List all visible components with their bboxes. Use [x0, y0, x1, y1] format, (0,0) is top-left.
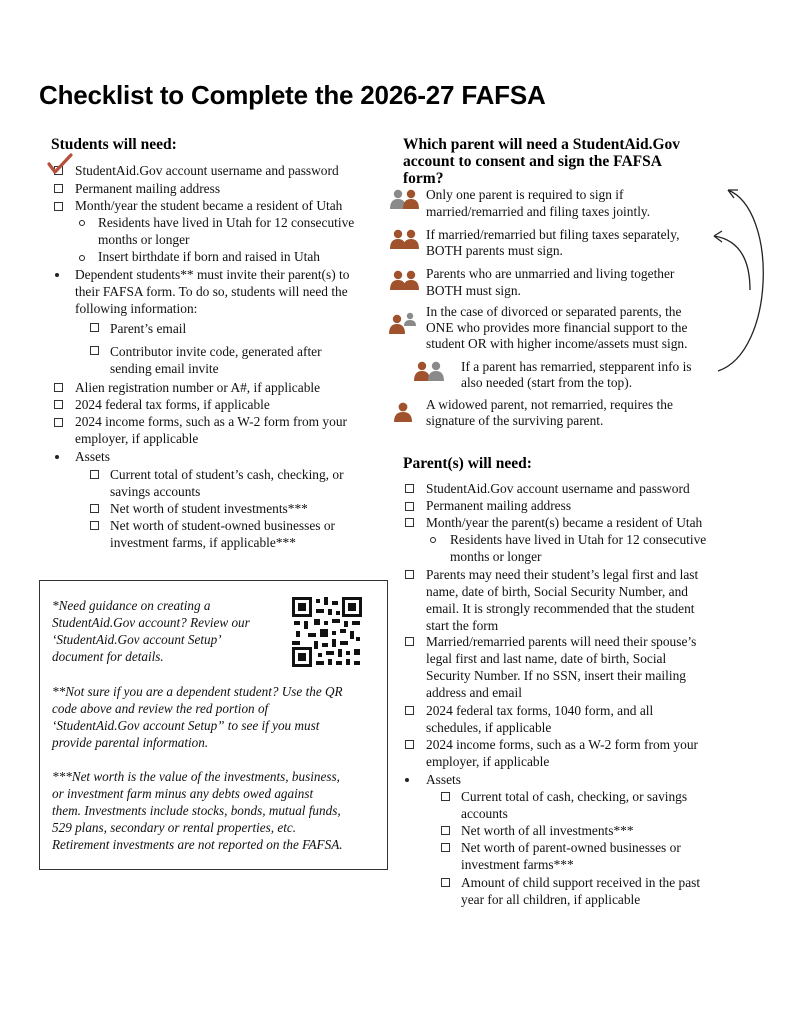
parent-item-tax-2: schedules, if applicable [426, 720, 552, 735]
parent-item-residency: Month/year the parent(s) became a resident of Utah [426, 515, 703, 530]
circle-bullet [79, 220, 85, 226]
checkbox[interactable] [441, 878, 450, 887]
which-parent-heading-2: account to consent and sign the FAFSA [403, 153, 662, 170]
parent-asset-child-support-1: Amount of child support received in the past [461, 875, 701, 890]
note1-line2: StudentAid.Gov account? Review our [52, 615, 250, 630]
parent-asset-cash-2: accounts [461, 806, 508, 821]
circle-bullet [79, 255, 85, 261]
student-item-income-1: 2024 income forms, such as a W-2 form from your [75, 414, 347, 429]
note1-line4: document for details. [52, 649, 164, 664]
student-asset-business-1: Net worth of student-owned businesses or [110, 518, 335, 533]
checkbox[interactable] [90, 470, 99, 479]
parents-divorced-icon [389, 312, 419, 334]
rule5-line2: also needed (start from the top). [461, 375, 633, 390]
student-item-income-2: employer, if applicable [75, 431, 199, 446]
note2-line2: code above and review the red portion of [52, 701, 269, 716]
student-parent-email: Parent’s email [110, 321, 187, 336]
bullet [55, 273, 59, 277]
student-assets-label: Assets [75, 449, 110, 464]
checkbox[interactable] [54, 383, 63, 392]
student-sub-residents-1: Residents have lived in Utah for 12 consecutive [98, 215, 355, 230]
checkbox[interactable] [441, 843, 450, 852]
parent-item-address: Permanent mailing address [426, 498, 572, 513]
checkbox[interactable] [405, 502, 414, 511]
parent-item-student-info-3: email. It is strongly recommended that the student [426, 601, 695, 616]
bullet [405, 778, 409, 782]
rule2-line1: If married/remarried but filing taxes separately, [426, 227, 680, 242]
student-item-tax: 2024 federal tax forms, if applicable [75, 397, 270, 412]
parent-sub-residents-2: months or longer [450, 549, 542, 564]
parent-item-student-info-4: start the form [426, 618, 499, 633]
student-item-residency: Month/year the student became a resident of Utah [75, 198, 343, 213]
checkbox[interactable] [405, 484, 414, 493]
checkbox[interactable] [54, 184, 63, 193]
parent-asset-investments: Net worth of all investments*** [461, 823, 634, 838]
checkbox[interactable] [90, 521, 99, 530]
rule1-line2: married/remarried and filing taxes jointly. [426, 204, 651, 219]
checkbox[interactable] [405, 518, 414, 527]
student-asset-cash-1: Current total of student’s cash, checking, or [110, 467, 344, 482]
which-parent-heading-3: form? [403, 170, 444, 187]
parent-item-spouse-2: legal first and last name, date of birth, Social [426, 651, 667, 666]
checkbox[interactable] [54, 202, 63, 211]
checkmark-icon [46, 153, 74, 177]
student-dependent-2: their FAFSA form. To do so, students will need the [75, 284, 348, 299]
student-asset-investments: Net worth of student investments*** [110, 501, 308, 516]
parent-item-tax-1: 2024 federal tax forms, 1040 form, and all [426, 703, 654, 718]
note3-line3: them. Investments include stocks, bonds, mutual funds, [52, 803, 341, 818]
student-invite-code-2: sending email invite [110, 361, 219, 376]
note1-line3: ‘StudentAid.Gov account Setup’ [52, 632, 222, 647]
checkbox[interactable] [405, 740, 414, 749]
checkbox[interactable] [441, 792, 450, 801]
rule5-line1: If a parent has remarried, stepparent info is [461, 359, 692, 374]
note3-line2: or investment farm minus any debts owed against [52, 786, 314, 801]
note2-line3: ‘StudentAid.Gov account Setup” to see if you must [52, 718, 320, 733]
student-sub-birthdate: Insert birthdate if born and raised in Utah [98, 249, 320, 264]
student-item-address: Permanent mailing address [75, 181, 221, 196]
student-asset-cash-2: savings accounts [110, 484, 201, 499]
stepparent-icon [413, 360, 449, 382]
student-invite-code-1: Contributor invite code, generated after [110, 344, 322, 359]
parent-assets-label: Assets [426, 772, 461, 787]
parent-item-student-info-1: Parents may need their student’s legal first and last [426, 567, 699, 582]
note3-line4: 529 plans, secondary or rental properties, etc. [52, 820, 297, 835]
rule4-line2: ONE who provides more financial support to the [426, 320, 688, 335]
checkbox[interactable] [90, 346, 99, 355]
note3-line1: ***Net worth is the value of the investments, business, [52, 769, 340, 784]
parent-sub-residents-1: Residents have lived in Utah for 12 consecutive [450, 532, 707, 547]
checkbox[interactable] [90, 504, 99, 513]
checkbox[interactable] [441, 826, 450, 835]
flow-arrows [700, 180, 780, 380]
rule1-line1: Only one parent is required to sign if [426, 187, 624, 202]
student-asset-business-2: investment farms, if applicable*** [110, 535, 296, 550]
parent-item-account: StudentAid.Gov account username and password [426, 481, 690, 496]
student-sub-residents-2: months or longer [98, 232, 190, 247]
checkbox[interactable] [405, 570, 414, 579]
rule2-line2: BOTH parents must sign. [426, 243, 563, 258]
rule6-line2: signature of the surviving parent. [426, 413, 604, 428]
checkbox[interactable] [54, 418, 63, 427]
student-dependent-1: Dependent students** must invite their parent(s) to [75, 267, 350, 282]
circle-bullet [430, 537, 436, 543]
checkbox[interactable] [90, 323, 99, 332]
parents-married-icon [389, 188, 421, 210]
rule3-line2: BOTH must sign. [426, 283, 521, 298]
which-parent-heading-1: Which parent will need a StudentAid.Gov [403, 136, 681, 153]
parent-item-spouse-4: address and email [426, 685, 522, 700]
parents-both-sign-icon [389, 228, 421, 250]
student-item-alien: Alien registration number or A#, if applicable [75, 380, 321, 395]
bullet [55, 455, 59, 459]
rule4-line3: student OR with higher income/assets must sign. [426, 336, 688, 351]
checkbox[interactable] [54, 400, 63, 409]
widowed-parent-icon [393, 401, 413, 423]
parent-item-spouse-1: Married/remarried parents will need their spouse’s [426, 634, 697, 649]
parents-unmarried-icon [389, 269, 421, 291]
note2-line1: **Not sure if you are a dependent student? Use the QR [52, 684, 343, 699]
note1-line1: *Need guidance on creating a [52, 598, 211, 613]
parent-asset-child-support-2: year for all children, if applicable [461, 892, 641, 907]
parent-asset-business-1: Net worth of parent-owned businesses or [461, 840, 681, 855]
parents-heading: Parent(s) will need: [403, 455, 532, 472]
parent-item-spouse-3: Security Number. If no SSN, insert their mailing [426, 668, 686, 683]
note2-line4: provide parental information. [52, 735, 209, 750]
note3-line5: Retirement investments are not reported on the FAFSA. [52, 837, 343, 852]
student-item-account: StudentAid.Gov account username and password [75, 163, 339, 178]
rule4-line1: In the case of divorced or separated parents, the [426, 304, 682, 319]
rule3-line1: Parents who are unmarried and living together [426, 266, 675, 281]
parent-asset-cash-1: Current total of cash, checking, or savings [461, 789, 688, 804]
students-heading: Students will need: [51, 136, 177, 153]
parent-item-student-info-2: name, date of birth, Social Security Number, and [426, 584, 688, 599]
page-title: Checklist to Complete the 2026-27 FAFSA [39, 80, 546, 110]
parent-item-income-1: 2024 income forms, such as a W-2 form from your [426, 737, 698, 752]
checkbox[interactable] [405, 706, 414, 715]
student-dependent-3: following information: [75, 301, 198, 316]
parent-item-income-2: employer, if applicable [426, 754, 550, 769]
parent-asset-business-2: investment farms*** [461, 857, 574, 872]
qr-code-icon[interactable] [292, 597, 362, 667]
rule6-line1: A widowed parent, not remarried, requires the [426, 397, 673, 412]
checkbox[interactable] [405, 637, 414, 646]
